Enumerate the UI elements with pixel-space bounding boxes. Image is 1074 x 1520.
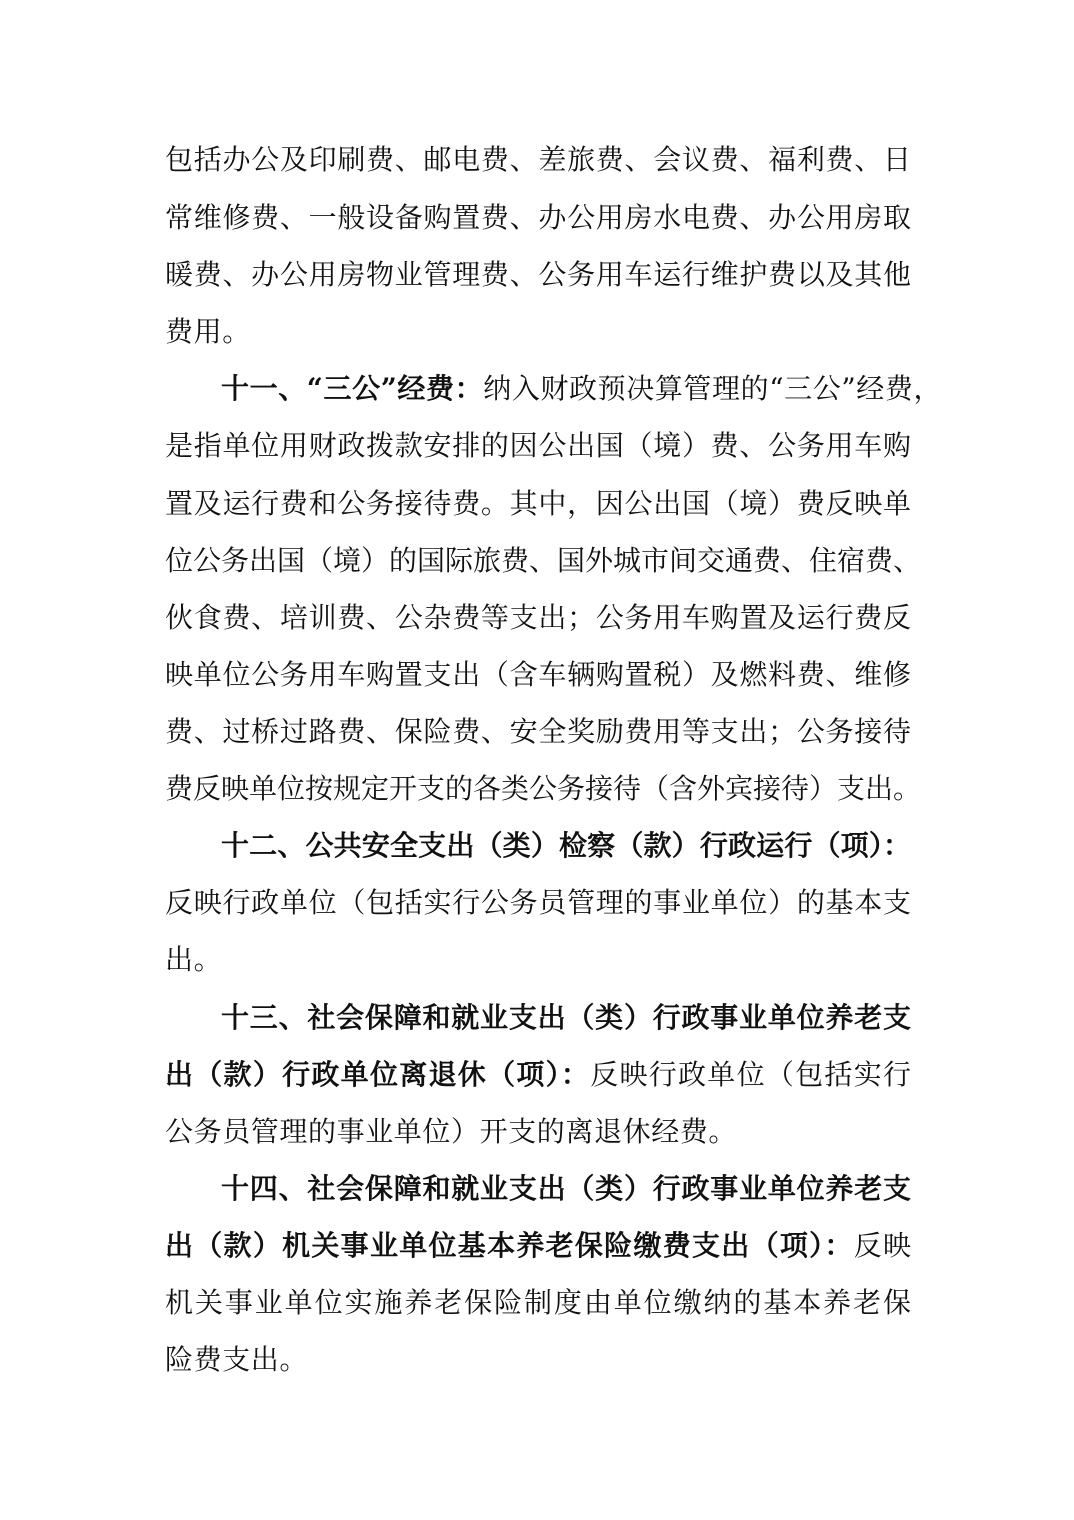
para-14-line-3: 机关事业单位实施养老保险制度由单位缴纳的基本养老保 xyxy=(165,1286,911,1319)
para-12-line-2: 反映行政单位（包括实行公务员管理的事业单位）的基本支 xyxy=(165,886,911,919)
para-11-line-8: 费反映单位按规定开支的各类公务接待（含外宾接待）支出。 xyxy=(165,772,922,805)
para-10-line-3: 暖费、办公用房物业管理费、公务用车运行维护费以及其他 xyxy=(165,258,911,291)
para-11-line-4: 位公务出国（境）的国际旅费、国外城市间交通费、住宿费、 xyxy=(165,544,922,577)
para-11-heading: 十一、“三公”经费： xyxy=(221,372,484,405)
para-13-heading-line-1: 十三、社会保障和就业支出（类）行政事业单位养老支 xyxy=(221,1001,911,1034)
para-14-line-4: 险费支出。 xyxy=(165,1343,309,1376)
para-14-line-2 xyxy=(165,1226,911,1266)
para-10-line-1: 包括办公及印刷费、邮电费、差旅费、会议费、福利费、日 xyxy=(165,143,911,176)
para-14-heading-line-2: 出（款）机关事业单位基本养老保险缴费支出（项）： xyxy=(165,1229,854,1262)
para-11-line-3: 置及运行费和公务接待费。其中，因公出国（境）费反映单 xyxy=(165,487,911,520)
para-11-first-rest: 纳入财政预决算管理的“三公”经费， xyxy=(483,372,943,405)
para-11-first-line xyxy=(221,369,942,409)
para-11-line-6: 映单位公务用车购置支出（含车辆购置税）及燃料费、维修 xyxy=(165,658,911,691)
para-12-heading: 十二、公共安全支出（类）检察（款）行政运行（项）： xyxy=(221,829,911,862)
para-10-line-4: 费用。 xyxy=(165,315,251,348)
para-13-line-2 xyxy=(165,1055,911,1095)
para-13-line-3: 公务员管理的事业单位）开支的离退休经费。 xyxy=(165,1115,738,1148)
para-14-line-2-rest: 反映 xyxy=(853,1229,911,1262)
para-11-line-7: 费、过桥过路费、保险费、安全奖励费用等支出；公务接待 xyxy=(165,715,911,748)
para-13-heading-line-2: 出（款）行政单位离退休（项）： xyxy=(165,1058,591,1091)
para-12-line-3: 出。 xyxy=(165,943,223,976)
para-14-heading-line-1: 十四、社会保障和就业支出（类）行政事业单位养老支 xyxy=(221,1172,911,1205)
para-10-line-2: 常维修费、一般设备购置费、办公用房水电费、办公用房取 xyxy=(165,201,911,234)
para-11-line-5: 伙食费、培训费、公杂费等支出；公务用车购置及运行费反 xyxy=(165,601,911,634)
para-13-line-2-rest: 反映行政单位（包括实行 xyxy=(590,1058,911,1091)
para-11-line-2: 是指单位用财政拨款安排的因公出国（境）费、公务用车购 xyxy=(165,429,911,462)
